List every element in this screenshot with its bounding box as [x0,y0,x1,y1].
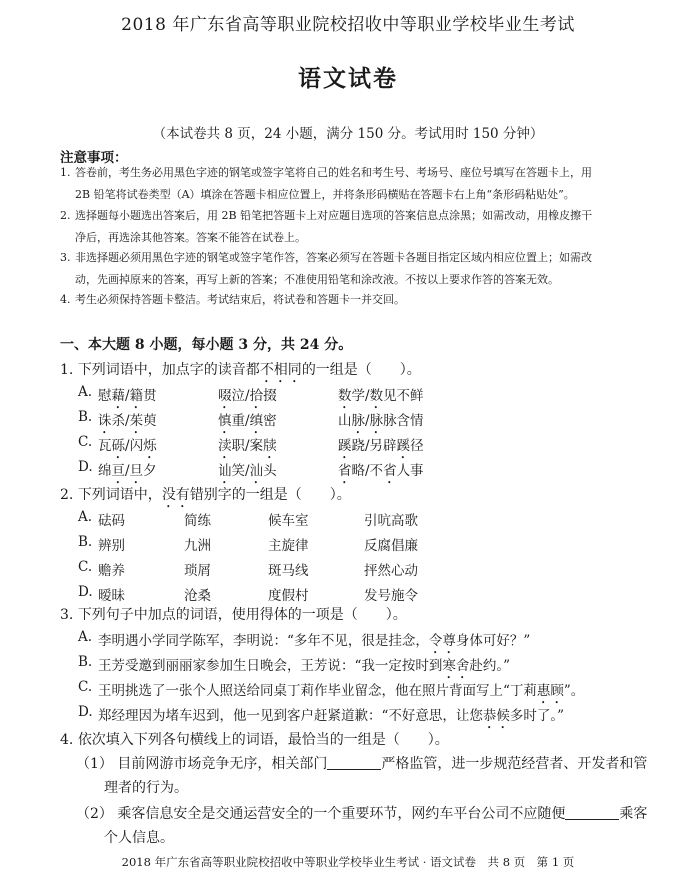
item-label: （2） [76,806,113,822]
sentence-text: 多时了。” [509,708,565,724]
dotted-character: 藉 [111,388,125,404]
option-word: 引吭高歌 [364,513,418,529]
option-word: 砝码 [98,513,125,529]
dotted-character: 砾 [111,438,125,454]
option-word: 斑马线 [268,563,309,579]
option-label: A. [78,509,93,525]
word-text: 泣/ [231,388,250,404]
dotted-character: 拾 [249,388,264,404]
item-text-post: 严格监管，进一步规范经营者、开发者和管 [381,756,648,772]
option-label: A. [78,629,93,645]
word-text: 人事 [396,463,424,479]
option-word: 琐屑 [184,563,211,579]
option-word: 沧桑 [184,588,211,604]
option-word [218,459,277,487]
note-line: 非选择题必须用黑色字迹的钢笔或签字笔作答，答案必须写在答题卡各题目指定区域内相应位置上；如需改 [75,251,592,264]
word-text: 略/不 [351,463,384,479]
option-word [338,434,424,462]
word-text: 慰 [98,388,112,404]
word-text: 杀/ [111,413,130,429]
sentence-text: 王芳受邀到丽丽家参加生日晚会，王芳说：“我一定按时到 [98,658,443,674]
option-label: B. [78,534,93,550]
dotted-character: 蹊 [338,438,352,454]
question-text-post: 的一组是（ ）。 [301,362,421,378]
option-word: 赡养 [98,563,125,579]
dotted-character: 省 [383,463,397,479]
dotted-phrase: 惠顾 [536,683,564,699]
dotted-character: 渎 [218,438,232,454]
word-text: / [125,438,130,454]
option-label: C. [78,434,93,450]
dotted-character: 茱 [129,413,144,429]
word-text: 跷/另辟 [351,438,397,454]
option-word: 暧昧 [98,588,125,604]
option-word [218,384,277,412]
dotted-character: 啜 [218,388,232,404]
word-text: 贯 [143,388,157,404]
dotted-character: 汕 [249,463,264,479]
option-word [98,459,157,487]
dotted-character: 旦 [129,463,144,479]
question-4-item-1-cont: 理者的行为。 [104,780,188,796]
question-3-stem [60,604,407,624]
option-sentence [98,654,510,682]
question-text: 下列句子中加点的词语，使用得体的一项是（ ）。 [77,607,407,623]
word-text: / [125,388,130,404]
option-word [338,384,424,412]
question-text-pre: 下列词语中，加点字的读音都 [77,362,260,378]
dotted-character: 数 [369,388,384,404]
dotted-character: 牍 [263,438,277,454]
note-line: 考生必须保持答题卡整洁。考试结束后，将试卷和答题卡一并交回。 [75,293,405,306]
note-number: 1. [60,166,71,179]
word-text: 密 [263,413,277,429]
word-text: 山 [338,413,352,429]
dotted-character: 讪 [218,463,232,479]
note-line: 2B 铅笔将试卷类型（A）填涂在答题卡相应位置上，并将条形码横贴在答题卡右上角“条形码粘贴处”。 [75,188,575,201]
option-word [98,434,157,462]
sentence-text: 王明挑选了一张个人照送给同桌丁莉作毕业留念，他在照片背面写上“丁莉 [98,683,537,699]
emphasized-text: 没有 [161,487,190,503]
paper-info: （本试卷共 8 页，24 小题，满分 150 分。考试用时 150 分钟） [152,126,544,142]
option-word: 主旋律 [268,538,309,554]
dotted-phrase: 令尊 [428,633,456,649]
option-word: 候车室 [268,513,309,529]
dotted-character: 脉 [369,413,384,429]
question-4-item-2-cont: 个人信息。 [104,830,174,846]
option-label: C. [78,679,93,695]
note-line: 动，先画掉原来的答案，再写上新的答案；不准使用铅笔和涂改液。不按以上要求作答的答案无效。 [75,273,559,286]
option-label: C. [78,559,93,575]
question-text-pre: 下列词语中， [77,487,162,503]
note-number: 4. [60,293,71,306]
question-number: 1. [60,362,74,378]
exam-title: 2018 年广东省高等职业院校招收中等职业学校毕业生考试 [121,15,575,35]
word-text: 闪 [129,438,144,454]
word-text: 夕 [143,463,157,479]
emphasized-text: 不相同 [259,362,302,378]
option-label: B. [78,654,93,670]
dotted-character: 缜 [249,413,264,429]
option-label: B. [78,409,93,425]
question-2-stem [60,484,351,511]
question-text: 依次填入下列各句横线上的词语，最恰当的一组是（ ）。 [77,732,449,748]
option-word: 反腐倡廉 [364,538,418,554]
sentence-text: 李明遇小学同学陈军，李明说：“多年不见，很是挂念， [98,633,429,649]
notes-title: 注意事项： [60,150,128,166]
item-text-pre: 目前网游市场竞争无序，相关部门 [117,756,328,772]
option-word [98,409,157,437]
option-word [218,409,277,437]
word-text: 头 [263,463,277,479]
item-text-post: 乘客 [619,806,648,822]
option-sentence [98,704,564,732]
word-text: 瓦 [98,438,112,454]
sentence-text: ”。 [563,683,585,699]
option-word [338,409,424,437]
option-label: D. [78,459,93,475]
word-text: 脉含情 [383,413,424,429]
question-1-stem [60,359,421,386]
question-4-item-1 [76,753,647,773]
word-text: 重/ [231,413,250,429]
dotted-character: 烁 [143,438,157,454]
fill-blank [327,755,381,770]
word-text: 笑/ [231,463,250,479]
sentence-text: 郑经理因为堵车迟到，他一见到客户赶紧道歉：“不好意思，让您 [98,708,483,724]
item-label: （1） [76,756,113,772]
word-text: / [125,463,130,479]
word-text: 径 [410,438,424,454]
option-sentence [98,629,530,657]
dotted-character: 数 [338,388,352,404]
dotted-character: 蹊 [396,438,411,454]
item-text-pre: 乘客信息安全是交通运营安全的一个重要环节，网约车平台公司不应随便 [117,806,566,822]
option-word [338,459,424,487]
note-number: 3. [60,251,71,264]
word-text: 见不鲜 [383,388,424,404]
word-text: 职/案 [231,438,264,454]
question-number: 4. [60,732,74,748]
dotted-phrase: 寒舍 [442,658,470,674]
option-label: D. [78,584,93,600]
dotted-phrase: 恭候 [482,708,510,724]
fill-blank [565,805,619,820]
question-number: 2. [60,487,74,503]
option-word: 辨别 [98,538,125,554]
note-line: 净后，再选涂其他答案。答案不能答在试卷上。 [75,231,306,244]
section-heading: 一、本大题 8 小题，每小题 3 分，共 24 分。 [60,337,353,353]
option-word: 发号施令 [364,588,418,604]
word-text: 萸 [143,413,157,429]
dotted-character: 脉 [351,413,365,429]
option-sentence [98,679,584,707]
note-line: 选择题每小题选出答案后，用 2B 铅笔把答题卡上对应题目选项的答案信息点涂黑；如需改动，用橡皮擦干 [75,209,593,222]
option-label: A. [78,384,93,400]
option-word [98,384,157,412]
option-word: 简练 [184,513,211,529]
note-number: 2. [60,209,71,222]
dotted-character: 慎 [218,413,232,429]
dotted-character: 籍 [129,388,144,404]
question-4-stem [60,729,449,749]
question-4-item-2 [76,803,647,823]
option-word: 抨然心动 [364,563,418,579]
option-word: 度假村 [268,588,309,604]
word-text: 绵 [98,463,112,479]
dotted-character: 诛 [98,413,112,429]
question-text-post: 错别字的一组是（ ）。 [189,487,351,503]
sentence-text: 赴约。” [469,658,511,674]
option-label: D. [78,704,93,720]
sentence-text: 身体可好？” [455,633,531,649]
page-footer: 2018 年广东省高等职业院校招收中等职业学校毕业生考试 · 语文试卷 共 8 页 第 1 页 [121,855,575,869]
option-word [218,434,277,462]
dotted-character: 省 [338,463,352,479]
word-text: 掇 [263,388,277,404]
note-line: 答卷前，考生务必用黑色字迹的钢笔或签字笔将自己的姓名和考生号、考场号、座位号填写在答题卡上，用 [75,166,592,179]
paper-title: 语文试卷 [298,65,398,92]
word-text: 学/ [351,388,370,404]
question-number: 3. [60,607,74,623]
option-word: 九洲 [184,538,211,554]
dotted-character: 亘 [111,463,125,479]
word-text: / [365,413,370,429]
